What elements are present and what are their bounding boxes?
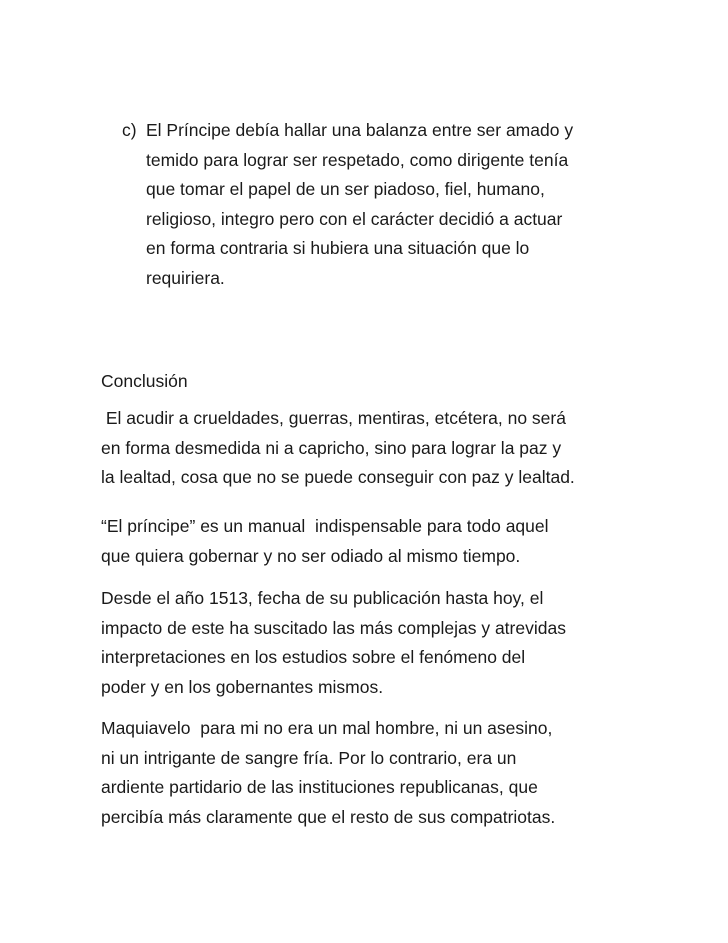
text-line: temido para lograr ser respetado, como dirigente tenía bbox=[146, 149, 569, 170]
text-line: religioso, integro pero con el carácter decidió a actuar bbox=[146, 208, 563, 229]
text-line: Maquiavelo para mi no era un mal hombre, ni un asesino, bbox=[101, 718, 553, 738]
text-line: impacto de este ha suscitado las más complejas y atrevidas bbox=[101, 617, 566, 638]
list-marker: c) bbox=[122, 120, 137, 140]
text-line: ardiente partidario de las instituciones republicanas, que bbox=[101, 777, 538, 798]
text-line: El acudir a crueldades, guerras, mentiras, etcétera, no será bbox=[101, 408, 566, 428]
text-line: interpretaciones en los estudios sobre el fenómeno del bbox=[101, 647, 526, 668]
paragraph-4 bbox=[101, 714, 641, 832]
text-line: en forma contraria si hubiera una situación que lo bbox=[146, 238, 530, 259]
list-item-text bbox=[146, 116, 642, 294]
text-line: El Príncipe debía hallar una balanza entre ser amado y bbox=[146, 120, 574, 140]
text-line: en forma desmedida ni a capricho, sino para lograr la paz y bbox=[101, 437, 562, 458]
text-line: ni un intrigante de sangre fría. Por lo contrario, era un bbox=[101, 747, 517, 768]
text-line: requiriera. bbox=[146, 267, 225, 288]
paragraph-2 bbox=[101, 512, 641, 571]
text-line: que tomar el papel de un ser piadoso, fiel, humano, bbox=[146, 179, 545, 200]
text-line: “El príncipe” es un manual indispensable para todo aquel bbox=[101, 516, 549, 536]
text-line: poder y en los gobernantes mismos. bbox=[101, 676, 384, 697]
section-heading bbox=[101, 367, 641, 397]
text-line: Desde el año 1513, fecha de su publicación hasta hoy, el bbox=[101, 588, 544, 608]
paragraph-1 bbox=[101, 404, 641, 493]
paragraph-3 bbox=[101, 584, 641, 702]
text-line: que quiera gobernar y no ser odiado al mismo tiempo. bbox=[101, 545, 521, 566]
heading-text: Conclusión bbox=[101, 371, 188, 391]
text-line: la lealtad, cosa que no se puede conseguir con paz y lealtad. bbox=[101, 467, 575, 488]
text-line: percibía más claramente que el resto de sus compatriotas. bbox=[101, 806, 556, 827]
list-item-c bbox=[122, 116, 642, 294]
